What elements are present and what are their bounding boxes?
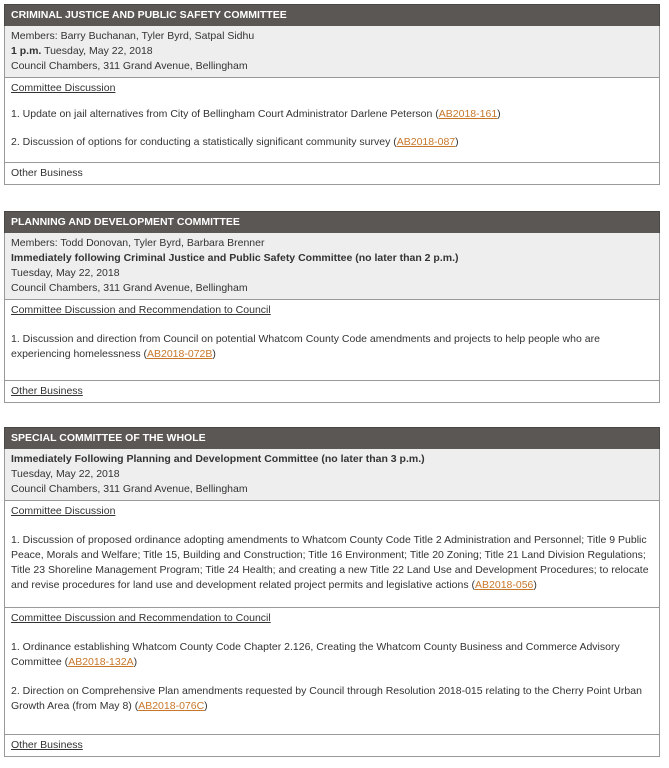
other-business-section bbox=[4, 381, 660, 403]
committee-criminal-justice bbox=[4, 4, 660, 185]
agenda-item-suffix: ) bbox=[497, 108, 501, 120]
timing-line: Immediately Following Planning and Development Committee (no later than 3 p.m.) bbox=[11, 453, 425, 465]
committee-info bbox=[4, 233, 660, 300]
members-line: Members: Barry Buchanan, Tyler Byrd, Satpal Sidhu bbox=[11, 30, 255, 42]
agenda-item-text: 1. Ordinance establishing Whatcom County Code Chapter 2.126, Creating the Whatcom County Business and Commerce Advisory Committee ( bbox=[11, 641, 620, 668]
agenda-item bbox=[11, 640, 653, 670]
agenda-bill-link[interactable]: AB2018-072B bbox=[147, 348, 213, 360]
agenda-item bbox=[11, 332, 653, 362]
agenda-item-suffix: ) bbox=[533, 579, 537, 591]
agenda-item bbox=[11, 107, 653, 122]
agenda-section bbox=[4, 300, 660, 381]
other-business-section bbox=[4, 735, 660, 757]
agenda-section bbox=[4, 501, 660, 608]
agenda-bill-link[interactable]: AB2018-087 bbox=[396, 136, 456, 148]
location-line: Council Chambers, 311 Grand Avenue, Bellingham bbox=[11, 282, 248, 294]
agenda-item-suffix: ) bbox=[204, 700, 208, 712]
agenda-item-text: 2. Direction on Comprehensive Plan amendments requested by Council through Resolution 2018-015 relating to the Cherry Point Urban Growth Area (from May 8) ( bbox=[11, 685, 642, 712]
committee-planning-development bbox=[4, 211, 660, 403]
agenda-item-suffix: ) bbox=[455, 136, 459, 148]
agenda-bill-link[interactable]: AB2018-056 bbox=[475, 579, 534, 591]
members-line: Members: Todd Donovan, Tyler Byrd, Barbara Brenner bbox=[11, 237, 265, 249]
committee-info bbox=[4, 449, 660, 501]
agenda-item bbox=[11, 135, 653, 150]
agenda-item bbox=[11, 533, 653, 593]
agenda-section bbox=[4, 608, 660, 735]
agenda-item bbox=[11, 684, 653, 714]
date-line: Tuesday, May 22, 2018 bbox=[11, 267, 120, 279]
other-business-link[interactable]: Other Business bbox=[11, 385, 83, 397]
committee-title: PLANNING AND DEVELOPMENT COMMITTEE bbox=[4, 211, 660, 233]
section-title: Committee Discussion and Recommendation to Council bbox=[11, 612, 271, 624]
agenda-item-suffix: ) bbox=[133, 656, 138, 668]
agenda-item-suffix: ) bbox=[212, 348, 216, 360]
agenda-section bbox=[4, 78, 660, 163]
location-line: Council Chambers, 311 Grand Avenue, Bellingham bbox=[11, 483, 248, 495]
agenda-bill-link[interactable]: AB2018-132A bbox=[68, 656, 134, 668]
committee-title: SPECIAL COMMITTEE OF THE WHOLE bbox=[4, 427, 660, 449]
other-business-label: Other Business bbox=[11, 167, 83, 179]
committee-title: CRIMINAL JUSTICE AND PUBLIC SAFETY COMMITTEE bbox=[4, 4, 660, 26]
other-business-section bbox=[4, 163, 660, 185]
committee-special-whole bbox=[4, 427, 660, 757]
section-title: Committee Discussion bbox=[11, 505, 116, 517]
meeting-date: Tuesday, May 22, 2018 bbox=[41, 45, 153, 57]
agenda-item-text: 1. Discussion and direction from Council on potential Whatcom County Code amendments and projects to help people who are experiencing homelessness ( bbox=[11, 333, 600, 360]
other-business-link[interactable]: Other Business bbox=[11, 739, 83, 751]
time-line bbox=[11, 44, 653, 59]
date-line: Tuesday, May 22, 2018 bbox=[11, 468, 120, 480]
agenda-bill-link[interactable]: AB2018-161 bbox=[438, 108, 498, 120]
committee-info bbox=[4, 26, 660, 78]
meeting-time: 1 p.m. bbox=[11, 45, 42, 57]
agenda-item-text: 1. Discussion of proposed ordinance adopting amendments to Whatcom County Code Title 2 Administration and Personnel; Title 9 Public Peace, Morals and Welfare; Title 15, Building and Construction; Title 16 Environment; Title 20 Zoning; Title 21 Land Division Regulations; Title 23 Shoreline Management Program; Title 24 Health; and creating a new Title 22 Land Use and Development Procedures; to relocate and revise procedures for land use and development related project permits and legislative actions ( bbox=[11, 534, 649, 591]
timing-line: Immediately following Criminal Justice and Public Safety Committee (no later than 2 p.m.) bbox=[11, 252, 459, 264]
agenda-item-text: 1. Update on jail alternatives from City of Bellingham Court Administrator Darlene Peterson ( bbox=[11, 108, 439, 120]
agenda-bill-link[interactable]: AB2018-076C bbox=[138, 700, 205, 712]
section-title: Committee Discussion bbox=[11, 82, 116, 94]
location-line: Council Chambers, 311 Grand Avenue, Bellingham bbox=[11, 60, 248, 72]
agenda-item-text: 2. Discussion of options for conducting a statistically significant community survey ( bbox=[11, 136, 397, 148]
section-title: Committee Discussion and Recommendation to Council bbox=[11, 304, 271, 316]
